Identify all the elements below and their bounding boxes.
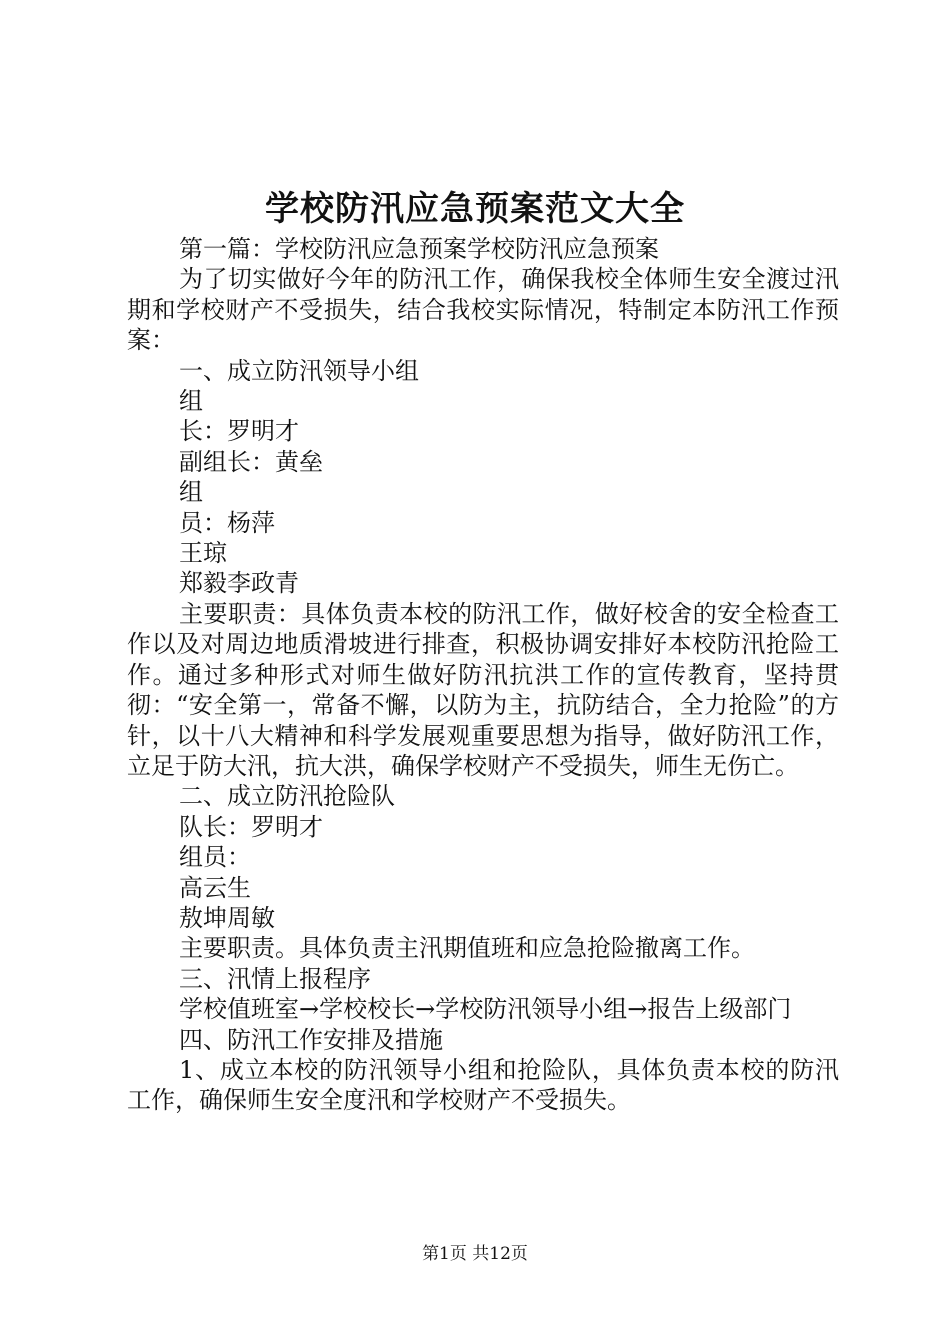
document-title: 学校防汛应急预案范文大全 <box>265 189 685 229</box>
paragraph-heading-1: 一、成立防汛领导小组 <box>179 356 419 385</box>
paragraph-leader-name: 长：罗明才 <box>179 417 299 446</box>
paragraph-duties-1: 主要职责：具体负责本校的防汛工作，做好校舍的安全检查工作以及对周边地质滑坡进行排查，积极协调安排好本校防汛抢险工作。通过多种形式对师生做好防汛抗洪工作的宣传教育，坚持贯彻：“安全第一，常备不懈，以防为主，抗防结合，全力抢险”的方针，以十八大精神和科学发展观重要思想为指导，做好防汛工作，立足于防大汛，抗大洪，确保学校财产不受损失，师生无伤亡。 <box>127 599 839 780</box>
paragraph-intro: 为了切实做好今年的防汛工作，确保我校全体师生安全渡过汛期和学校财产不受损失，结合我校实际情况，特制定本防汛工作预案： <box>127 265 839 355</box>
paragraph-heading-2: 二、成立防汛抢险队 <box>179 782 395 811</box>
paragraph-team-members-label: 组员： <box>179 843 251 872</box>
paragraph-team-member-2: 敖坤周敏 <box>179 903 275 932</box>
paragraph-report-procedure: 学校值班室→学校校长→学校防汛领导小组→报告上级部门 <box>179 995 792 1024</box>
paragraph-leader-label: 组 <box>179 387 203 416</box>
paragraph-member-name: 员：杨萍 <box>179 508 275 537</box>
paragraph-team-leader: 队长：罗明才 <box>179 812 323 841</box>
paragraph-member-label: 组 <box>179 478 203 507</box>
paragraph-deputy-leader: 副组长：黄垒 <box>179 447 323 476</box>
paragraph-heading-4: 四、防汛工作安排及措施 <box>179 1025 443 1054</box>
paragraph-duties-2: 主要职责。具体负责主汛期值班和应急抢险撤离工作。 <box>179 934 755 963</box>
document-body <box>127 234 839 1116</box>
paragraph-heading-3: 三、汛情上报程序 <box>179 964 371 993</box>
paragraph-measure-1: 1、成立本校的防汛领导小组和抢险队，具体负责本校的防汛工作，确保师生安全度汛和学校财产不受损失。 <box>127 1055 839 1115</box>
paragraph-section-heading: 第一篇：学校防汛应急预案学校防汛应急预案 <box>179 235 659 263</box>
paragraph-member-name-2: 王琼 <box>179 539 227 568</box>
page-footer: 第1页 共12页 <box>422 1244 528 1264</box>
paragraph-team-member-1: 高云生 <box>179 873 251 902</box>
paragraph-member-name-3: 郑毅李政青 <box>179 569 299 598</box>
